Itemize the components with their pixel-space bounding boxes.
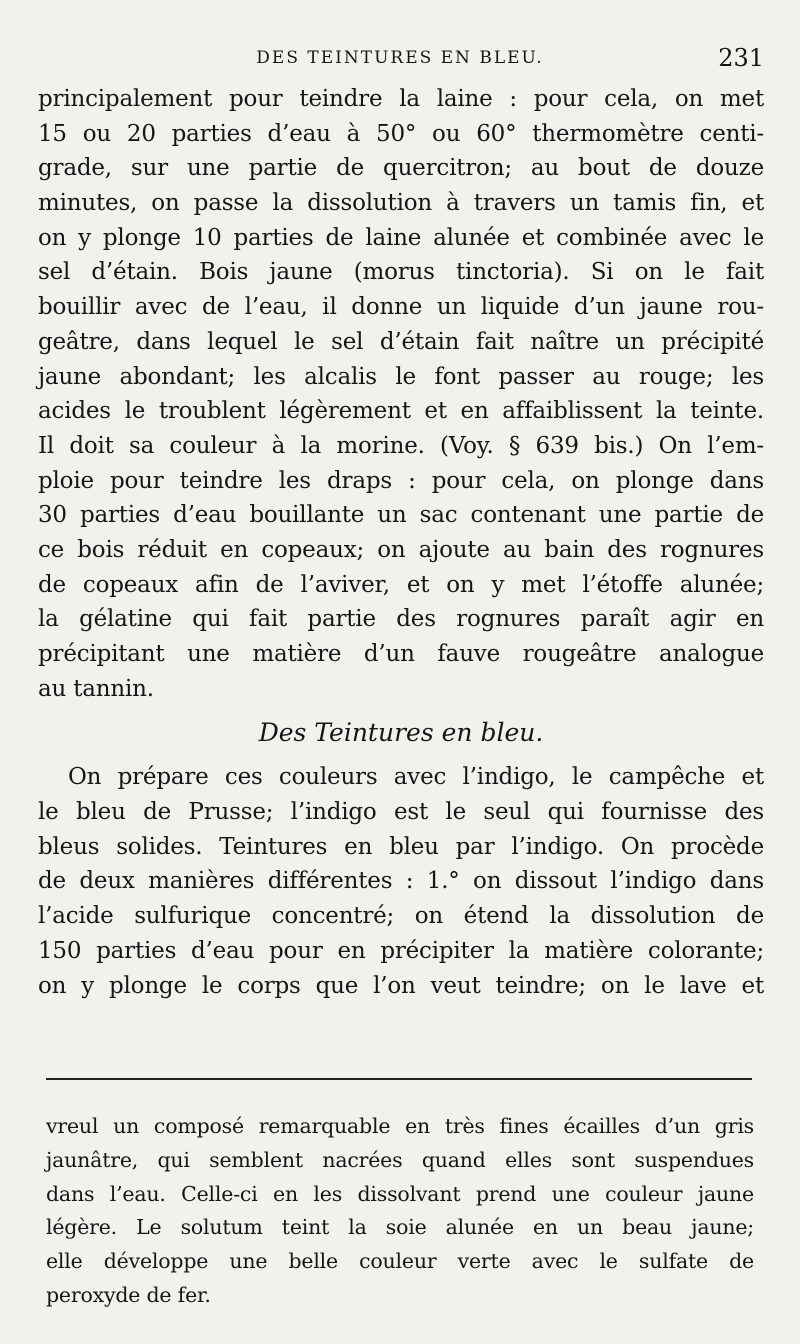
section-title: Des Teintures en bleu. — [258, 718, 544, 748]
text-line: ce bois réduit en copeaux; on ajoute au bain des rognures — [38, 536, 764, 563]
text-line: Il doit sa couleur à la morine. (Voy. § 639 bis.) On l’em- — [38, 432, 764, 459]
footnote-line: dans l’eau. Celle-ci en les dissolvant prend une couleur jaune — [46, 1181, 754, 1206]
text-line: 30 parties d’eau bouillante un sac contenant une partie de — [38, 502, 764, 529]
footnote-line: jaunâtre, qui semblent nacrées quand elles sont suspendues — [46, 1147, 754, 1172]
text-line: geâtre, dans lequel le sel d’étain fait naître un précipité — [38, 328, 764, 355]
text-line: bouillir avec de l’eau, il donne un liquide d’un jaune rou- — [38, 294, 764, 321]
text-line: acides le troublent légèrement et en affaiblissent la teinte. — [38, 398, 764, 425]
page-number: 231 — [718, 44, 764, 72]
text-line: ploie pour teindre les draps : pour cela, on plonge dans — [38, 467, 764, 494]
footnote — [46, 1110, 754, 1313]
main-text — [38, 82, 764, 1003]
text-line: au tannin. — [38, 675, 154, 702]
text-line: grade, sur une partie de quercitron; au bout de douze — [38, 155, 764, 182]
text-line: 150 parties d’eau pour en précipiter la matière colorante; — [38, 937, 764, 964]
text-line: de copeaux afin de l’aviver, et on y met l’étoffe alunée; — [38, 571, 764, 598]
text-line: principalement pour teindre la laine : pour cela, on met — [38, 86, 764, 112]
text-line: la gélatine qui fait partie des rognures paraît agir en — [38, 606, 764, 633]
footnote-line: légère. Le solutum teint la soie alunée en un beau jaune; — [46, 1215, 754, 1240]
footnote-line: vreul un composé remarquable en très fines écailles d’un gris — [46, 1114, 754, 1138]
footnote-line: peroxyde de fer. — [46, 1282, 211, 1307]
text-line: On prépare ces couleurs avec l’indigo, le campêche et — [68, 764, 764, 791]
paragraph-bois-jaune — [38, 82, 764, 706]
text-line: sel d’étain. Bois jaune (morus tinctoria). Si on le fait — [38, 259, 764, 286]
text-line: on y plonge 10 parties de laine alunée et combinée avec le — [38, 224, 764, 251]
footnote-line: elle développe une belle couleur verte avec le sulfate de — [46, 1249, 754, 1274]
running-head: DES TEINTURES EN BLEU. — [256, 48, 544, 68]
page-header — [36, 44, 764, 74]
text-line: le bleu de Prusse; l’indigo est le seul qui fournisse des — [38, 799, 764, 826]
text-line: on y plonge le corps que l’on veut teindre; on le lave et — [38, 972, 764, 999]
text-line: minutes, on passe la dissolution à travers un tamis fin, et — [38, 190, 764, 217]
paragraph-indigo — [38, 760, 764, 1003]
text-line: 15 ou 20 parties d’eau à 50° ou 60° thermomètre centi- — [38, 120, 764, 147]
text-line: précipitant une matière d’un fauve rougeâtre analogue — [38, 641, 764, 667]
text-line: de deux manières différentes : 1.° on dissout l’indigo dans — [38, 868, 764, 895]
text-line: jaune abondant; les alcalis le font passer au rouge; les — [38, 363, 764, 390]
text-line: bleus solides. Teintures en bleu par l’indigo. On procède — [38, 833, 764, 860]
text-line: l’acide sulfurique concentré; on étend la dissolution de — [38, 903, 764, 930]
footnote-rule — [46, 1078, 752, 1080]
